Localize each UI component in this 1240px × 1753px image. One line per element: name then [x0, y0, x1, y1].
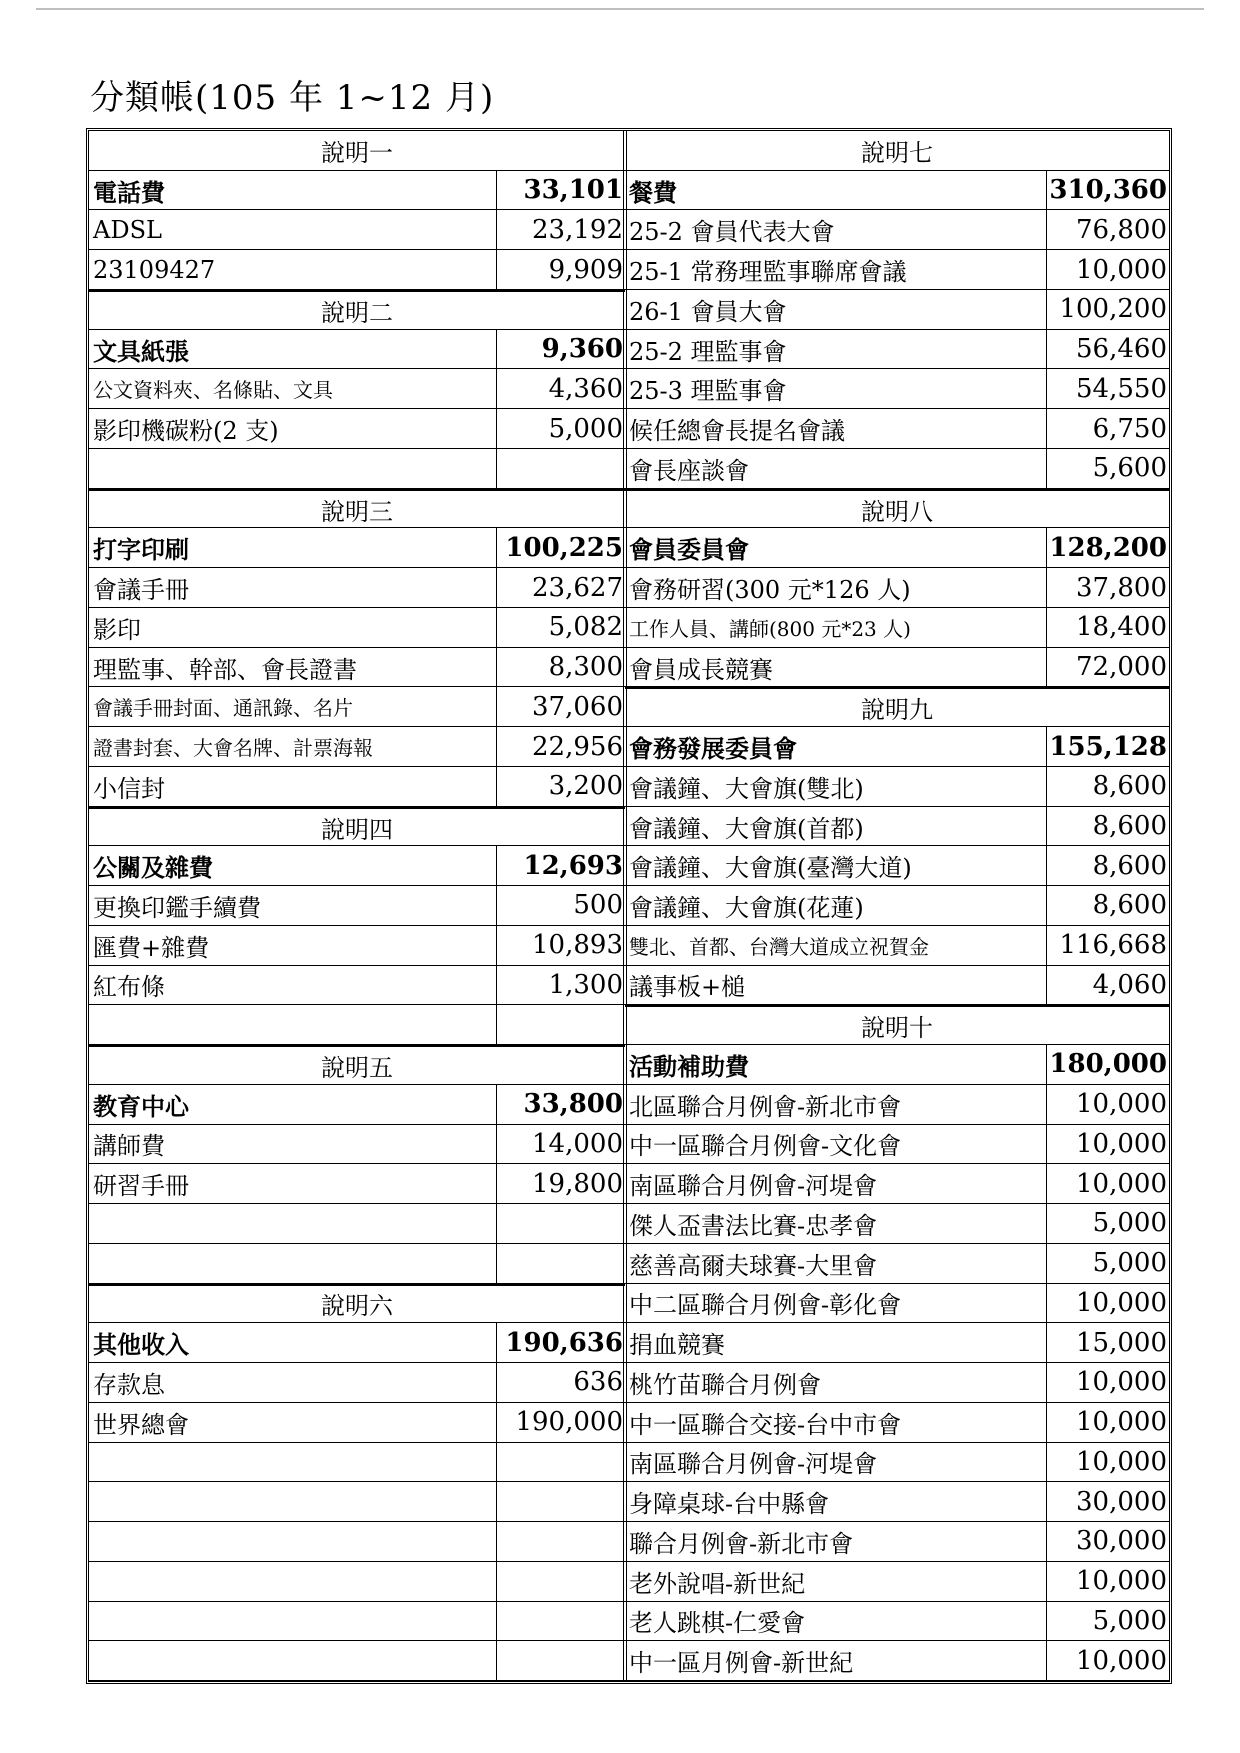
page-title: 分類帳(105 年 1~12 月) — [90, 78, 495, 118]
item-amount: 18,400 — [1076, 612, 1167, 643]
ledger-row — [625, 528, 1169, 568]
item-amount: 3,200 — [548, 771, 623, 802]
item-amount: 8,600 — [1092, 890, 1167, 921]
ledger-row — [89, 1085, 625, 1125]
ledger-row — [625, 1443, 1169, 1483]
section-header: 說明八 — [625, 489, 1169, 529]
ledger-row — [625, 250, 1169, 290]
ledger-row — [625, 171, 1169, 211]
item-amount: 8,600 — [1092, 850, 1167, 881]
item-amount: 5,000 — [1092, 1248, 1167, 1279]
item-name: 26-1 會員大會 — [625, 290, 1047, 329]
item-amount: 116,668 — [1059, 930, 1167, 961]
item-name: 身障桌球-台中縣會 — [625, 1482, 1047, 1521]
item-amount: 100,225 — [505, 532, 623, 563]
item-amount: 33,800 — [523, 1089, 623, 1120]
ledger-row — [89, 528, 625, 568]
page-top-rule — [36, 8, 1204, 10]
item-amount: 9,360 — [541, 334, 623, 365]
item-name: 文具紙張 — [89, 330, 497, 369]
item-amount: 12,693 — [523, 850, 623, 881]
item-name: 會員成長競賽 — [625, 648, 1047, 687]
item-name: 中一區月例會-新世紀 — [625, 1641, 1047, 1680]
item-amount: 100,200 — [1059, 294, 1167, 325]
item-amount: 23,192 — [532, 214, 623, 245]
item-name: 影印 — [89, 608, 497, 647]
section-header: 說明三 — [89, 489, 625, 529]
item-name: 會議鐘、大會旗(花蓮) — [625, 886, 1047, 925]
item-amount: 1,300 — [548, 969, 623, 1000]
item-name: 小信封 — [89, 767, 497, 806]
item-name: 25-1 常務理監事聯席會議 — [625, 250, 1047, 289]
item-amount: 9,909 — [548, 254, 623, 285]
ledger-row — [625, 409, 1169, 449]
ledger-row — [625, 926, 1169, 966]
item-amount: 310,360 — [1049, 175, 1167, 206]
item-name: 更換印鑑手續費 — [89, 886, 497, 925]
section-header: 說明六 — [89, 1284, 625, 1324]
ledger-row — [625, 1244, 1169, 1284]
ledger-row — [625, 330, 1169, 370]
ledger-row — [625, 1602, 1169, 1642]
item-name — [89, 1522, 497, 1561]
item-amount: 8,600 — [1092, 811, 1167, 841]
item-name: 會務研習(300 元*126 人) — [625, 568, 1047, 607]
item-name: 聯合月例會-新北市會 — [625, 1522, 1047, 1561]
item-name: 捐血競賽 — [625, 1323, 1047, 1362]
ledger-row — [89, 1244, 625, 1284]
ledger-row — [89, 1164, 625, 1204]
item-amount: 180,000 — [1049, 1049, 1167, 1080]
section-header: 說明十 — [625, 1005, 1169, 1045]
section-header: 說明一 — [89, 131, 625, 171]
item-amount — [497, 1244, 625, 1283]
item-amount: 10,000 — [1076, 1089, 1167, 1120]
ledger-row — [625, 1363, 1169, 1403]
item-name — [89, 1244, 497, 1283]
item-amount: 128,200 — [1049, 532, 1167, 563]
ledger-row — [625, 846, 1169, 886]
item-amount — [497, 1602, 625, 1641]
item-amount: 190,000 — [515, 1407, 623, 1438]
ledger-row — [625, 449, 1169, 489]
ledger-row — [89, 727, 625, 767]
ledger-table — [86, 128, 1172, 1684]
item-name: 議事板+槌 — [625, 966, 1047, 1005]
item-name: 電話費 — [89, 171, 497, 210]
ledger-row — [625, 1403, 1169, 1443]
item-name: 講師費 — [89, 1125, 497, 1164]
ledger-row — [625, 1125, 1169, 1165]
item-name — [89, 1641, 497, 1680]
item-amount: 30,000 — [1076, 1486, 1167, 1517]
item-amount: 636 — [573, 1367, 623, 1398]
ledger-row — [625, 608, 1169, 648]
item-amount — [497, 1482, 625, 1521]
item-amount — [497, 1443, 625, 1482]
ledger-row — [89, 966, 625, 1006]
item-amount: 5,082 — [548, 612, 623, 643]
ledger-row — [625, 290, 1169, 330]
ledger-row — [89, 449, 625, 489]
item-amount: 5,000 — [1092, 1605, 1167, 1636]
item-amount: 500 — [573, 890, 623, 921]
item-amount: 56,460 — [1076, 334, 1167, 365]
ledger-row — [89, 1125, 625, 1165]
ledger-row — [625, 648, 1169, 688]
item-name: 23109427 — [89, 250, 497, 289]
ledger-row — [625, 369, 1169, 409]
item-name — [89, 1602, 497, 1641]
item-amount: 10,000 — [1076, 1287, 1167, 1318]
ledger-row — [89, 767, 625, 807]
item-name: 南區聯合月例會-河堤會 — [625, 1164, 1047, 1203]
item-amount: 8,300 — [548, 652, 623, 683]
item-amount — [497, 1522, 625, 1561]
ledger-row — [89, 369, 625, 409]
section-header: 說明七 — [625, 131, 1169, 171]
ledger-row — [625, 1204, 1169, 1244]
section-header: 說明二 — [89, 290, 625, 330]
item-amount — [497, 1562, 625, 1601]
item-name: 慈善高爾夫球賽-大里會 — [625, 1244, 1047, 1283]
ledger-row — [625, 1562, 1169, 1602]
item-amount: 10,000 — [1076, 1407, 1167, 1438]
item-name: 影印機碳粉(2 支) — [89, 409, 497, 448]
item-name: 公關及雜費 — [89, 846, 497, 885]
item-amount: 23,627 — [532, 572, 623, 603]
item-name: 南區聯合月例會-河堤會 — [625, 1443, 1047, 1482]
ledger-row — [89, 687, 625, 727]
ledger-row — [625, 1641, 1169, 1681]
item-name: 雙北、首都、台灣大道成立祝賀金 — [625, 926, 1047, 965]
section-header: 說明四 — [89, 807, 625, 847]
item-name — [89, 1204, 497, 1243]
item-amount: 37,060 — [532, 691, 623, 722]
ledger-row — [89, 1482, 625, 1522]
item-amount — [497, 1641, 625, 1680]
item-name: 會議手冊封面、通訊錄、名片 — [89, 687, 497, 726]
ledger-row — [625, 966, 1169, 1006]
item-amount: 10,893 — [532, 930, 623, 961]
item-name — [89, 449, 497, 488]
ledger-row — [89, 330, 625, 370]
item-name: 打字印刷 — [89, 528, 497, 567]
item-amount: 14,000 — [532, 1128, 623, 1159]
ledger-row — [89, 1602, 625, 1642]
ledger-row — [89, 1403, 625, 1443]
item-name: 世界總會 — [89, 1403, 497, 1442]
ledger-row — [625, 1085, 1169, 1125]
item-name: 會長座談會 — [625, 449, 1047, 488]
item-name: 會員委員會 — [625, 528, 1047, 567]
item-amount: 4,060 — [1092, 969, 1167, 1000]
item-amount: 10,000 — [1076, 1566, 1167, 1597]
item-amount: 10,000 — [1076, 1128, 1167, 1159]
ledger-row — [89, 926, 625, 966]
ledger-row — [89, 648, 625, 688]
item-amount: 5,600 — [1092, 453, 1167, 484]
item-name: 會議鐘、大會旗(臺灣大道) — [625, 846, 1047, 885]
ledger-row — [89, 1522, 625, 1562]
ledger-row — [89, 409, 625, 449]
section-header: 說明九 — [625, 687, 1169, 727]
item-name: 存款息 — [89, 1363, 497, 1402]
item-name: 紅布條 — [89, 966, 497, 1005]
ledger-row — [625, 727, 1169, 767]
ledger-row — [89, 1443, 625, 1483]
item-amount — [497, 449, 625, 488]
item-name: 候任總會長提名會議 — [625, 409, 1047, 448]
ledger-row — [625, 1482, 1169, 1522]
item-name: 25-2 會員代表大會 — [625, 210, 1047, 249]
ledger-row — [89, 210, 625, 250]
item-name: 研習手冊 — [89, 1164, 497, 1203]
item-amount: 10,000 — [1076, 1645, 1167, 1676]
ledger-row — [625, 767, 1169, 807]
item-name: 桃竹苗聯合月例會 — [625, 1363, 1047, 1402]
item-amount: 15,000 — [1076, 1327, 1167, 1358]
item-name: 公文資料夾、名條貼、文具 — [89, 369, 497, 408]
item-name: 中二區聯合月例會-彰化會 — [625, 1284, 1047, 1323]
item-amount: 54,550 — [1076, 373, 1167, 404]
ledger-row — [89, 886, 625, 926]
item-name: 其他收入 — [89, 1323, 497, 1362]
item-name: 中一區聯合交接-台中市會 — [625, 1403, 1047, 1442]
ledger-row — [89, 1562, 625, 1602]
item-name — [89, 1482, 497, 1521]
item-amount: 72,000 — [1076, 652, 1167, 683]
item-name: 會議鐘、大會旗(雙北) — [625, 767, 1047, 806]
ledger-row — [89, 1005, 625, 1045]
item-amount: 33,101 — [523, 175, 623, 206]
item-name: 匯費+雜費 — [89, 926, 497, 965]
item-name: 會議鐘、大會旗(首都) — [625, 807, 1047, 846]
item-name: 工作人員、講師(800 元*23 人) — [625, 608, 1047, 647]
item-amount: 5,000 — [548, 413, 623, 444]
item-amount: 5,000 — [1092, 1208, 1167, 1239]
item-name: 證書封套、大會名牌、計票海報 — [89, 727, 497, 766]
item-name: 教育中心 — [89, 1085, 497, 1124]
item-name: 傑人盃書法比賽-忠孝會 — [625, 1204, 1047, 1243]
item-amount: 6,750 — [1092, 413, 1167, 444]
ledger-row — [625, 1323, 1169, 1363]
item-amount — [497, 1005, 625, 1044]
item-amount: 76,800 — [1076, 214, 1167, 245]
ledger-row — [625, 568, 1169, 608]
item-name: 活動補助費 — [625, 1045, 1047, 1084]
ledger-row — [89, 568, 625, 608]
item-name: 25-3 理監事會 — [625, 369, 1047, 408]
ledger-row — [625, 1045, 1169, 1085]
item-amount — [497, 1204, 625, 1243]
item-amount: 37,800 — [1076, 572, 1167, 603]
ledger-row — [89, 1204, 625, 1244]
item-amount: 10,000 — [1076, 1168, 1167, 1199]
item-name: 會議手冊 — [89, 568, 497, 607]
item-amount: 155,128 — [1049, 731, 1167, 762]
ledger-row — [625, 210, 1169, 250]
ledger-row — [89, 1641, 625, 1681]
ledger-row — [89, 846, 625, 886]
ledger-row — [89, 171, 625, 211]
section-header: 說明五 — [89, 1045, 625, 1085]
item-name — [89, 1562, 497, 1601]
item-amount: 22,956 — [532, 731, 623, 762]
item-amount: 30,000 — [1076, 1526, 1167, 1557]
ledger-row — [625, 886, 1169, 926]
item-name: 餐費 — [625, 171, 1047, 210]
item-name — [89, 1005, 497, 1044]
item-name: 北區聯合月例會-新北市會 — [625, 1085, 1047, 1124]
item-amount: 8,600 — [1092, 771, 1167, 802]
ledger-row — [625, 1522, 1169, 1562]
item-amount: 190,636 — [505, 1327, 623, 1358]
item-amount: 10,000 — [1076, 1446, 1167, 1477]
item-name: 會務發展委員會 — [625, 727, 1047, 766]
ledger-row — [625, 1164, 1169, 1204]
item-name: 中一區聯合月例會-文化會 — [625, 1125, 1047, 1164]
ledger-row — [89, 1363, 625, 1403]
item-amount: 4,360 — [548, 373, 623, 404]
ledger-row — [89, 1323, 625, 1363]
item-name: 老人跳棋-仁愛會 — [625, 1602, 1047, 1641]
ledger-row — [89, 250, 625, 290]
item-amount: 10,000 — [1076, 254, 1167, 285]
ledger-row — [625, 1284, 1169, 1324]
item-name — [89, 1443, 497, 1482]
item-name: 老外說唱-新世紀 — [625, 1562, 1047, 1601]
item-amount: 10,000 — [1076, 1367, 1167, 1398]
item-name: ADSL — [89, 210, 497, 249]
ledger-row — [625, 807, 1169, 847]
item-name: 25-2 理監事會 — [625, 330, 1047, 369]
ledger-row — [89, 608, 625, 648]
item-name: 理監事、幹部、會長證書 — [89, 648, 497, 687]
item-amount: 19,800 — [532, 1168, 623, 1199]
